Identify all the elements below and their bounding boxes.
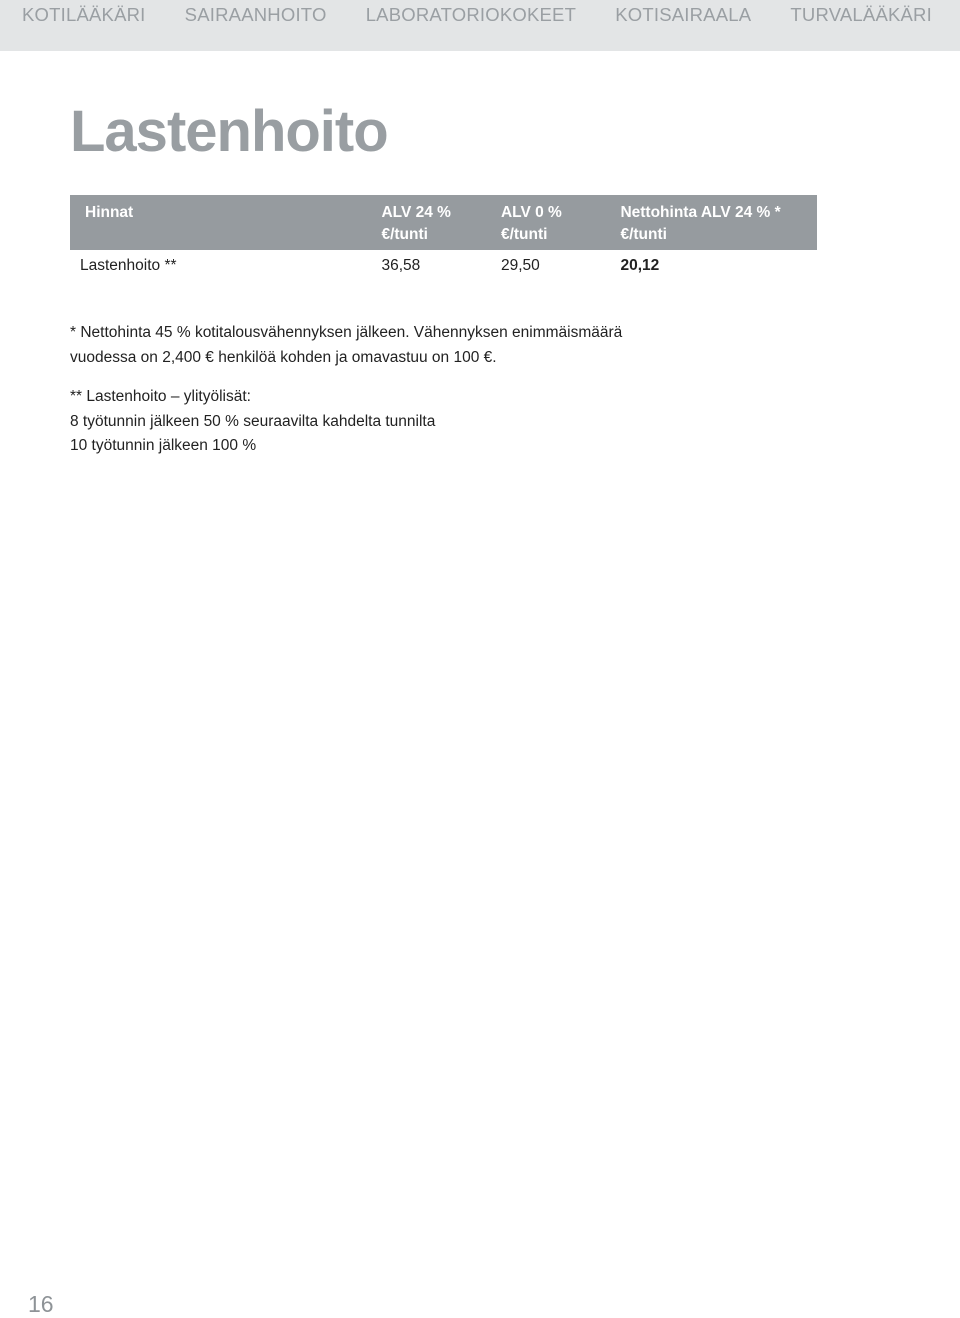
- nav-item-kotisairaala[interactable]: KOTISAIRAALA: [615, 4, 752, 25]
- row-name: Lastenhoito **: [80, 257, 177, 274]
- header-alv0: ALV 0 % €/tunti: [500, 204, 562, 243]
- nav-item-turvalaakari[interactable]: TURVALÄÄKÄRI: [790, 4, 932, 25]
- footnote-ylityolisat: ** Lastenhoito – ylityölisät: 8 työtunnin jälkeen 50 % seuraavilta kahdelta tunnilta 10 työtunnin jälkeen 100 %: [70, 388, 436, 454]
- nav-item-kotilaakari[interactable]: KOTILÄÄKÄRI: [22, 4, 146, 25]
- page-number: 16: [28, 1291, 54, 1317]
- header-alv24: ALV 24 % €/tunti: [381, 204, 451, 243]
- table-row: [70, 250, 817, 276]
- row-nettohinta: 20,12: [620, 257, 660, 274]
- row-alv24: 36,58: [381, 257, 421, 274]
- header-hinnat: Hinnat: [85, 204, 134, 221]
- row-alv0: 29,50: [500, 257, 540, 274]
- page-title: Lastenhoito: [70, 99, 388, 164]
- nav-item-laboratoriokokeet[interactable]: LABORATORIOKOKEET: [365, 4, 577, 25]
- header-nettohinta: Nettohinta ALV 24 % * €/tunti: [620, 204, 781, 243]
- price-table-header-row: [70, 195, 817, 250]
- footnote-nettohinta: * Nettohinta 45 % kotitalousvähennyksen jälkeen. Vähennyksen enimmäismäärä vuodessa on 2,400 € henkilöä kohden ja omavastuu on 100 €.: [70, 324, 623, 366]
- price-table: [70, 195, 817, 276]
- nav-item-sairaanhoito[interactable]: SAIRAANHOITO: [184, 4, 327, 25]
- top-navigation: [0, 0, 960, 51]
